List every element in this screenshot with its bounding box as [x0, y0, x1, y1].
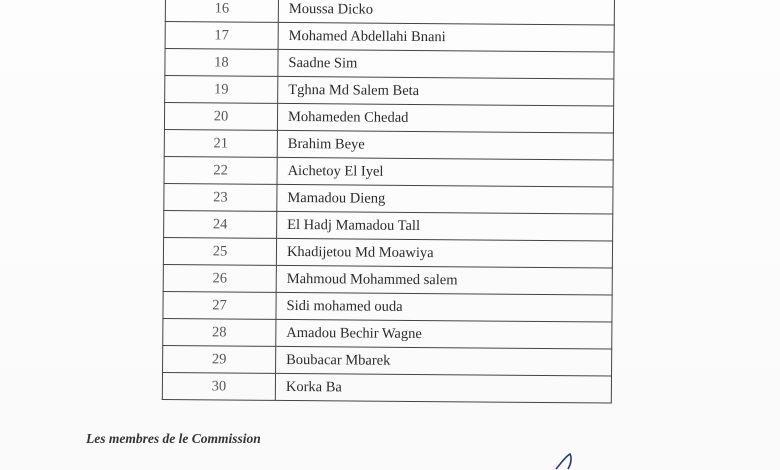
member-name: Khadijetou Md Moawiya	[276, 238, 612, 268]
table-row	[163, 264, 612, 295]
table-row	[163, 318, 612, 349]
row-number: 29	[163, 345, 276, 373]
member-name: Boubacar Mbarek	[276, 346, 612, 376]
row-number: 17	[165, 22, 278, 50]
member-name: Mahmoud Mohammed salem	[276, 265, 612, 295]
row-number: 26	[163, 264, 276, 292]
member-name: Mohamed Abdellahi Bnani	[278, 22, 614, 52]
member-name: Tghna Md Salem Beta	[278, 76, 614, 106]
table-row	[164, 183, 613, 214]
row-number: 16	[165, 0, 278, 22]
members-table	[162, 0, 615, 404]
table-row	[163, 345, 612, 376]
row-number: 23	[164, 183, 277, 211]
row-number: 18	[165, 49, 278, 77]
member-name: Moussa Dicko	[278, 0, 614, 25]
row-number: 22	[164, 156, 277, 184]
member-name: Aichetoy El Iyel	[277, 157, 613, 187]
member-name: Korka Ba	[275, 373, 611, 403]
table-row	[162, 372, 611, 403]
members-table-wrapper	[162, 0, 615, 404]
table-row	[165, 76, 614, 107]
member-name: El Hadj Mamadou Tall	[277, 211, 613, 241]
row-number: 24	[164, 210, 277, 238]
row-number: 25	[163, 237, 276, 265]
row-number: 30	[162, 372, 275, 400]
member-name: Sidi mohamed ouda	[276, 292, 612, 322]
row-number: 27	[163, 291, 276, 319]
signature-mark	[552, 452, 582, 470]
table-row	[164, 129, 613, 160]
table-row	[165, 22, 614, 53]
table-row	[163, 237, 612, 268]
members-table-body	[162, 0, 614, 403]
table-row	[164, 156, 613, 187]
row-number: 28	[163, 318, 276, 346]
row-number: 19	[165, 76, 278, 104]
commission-members-label: Les membres de le Commission	[86, 431, 261, 446]
member-name: Brahim Beye	[277, 130, 613, 160]
table-row	[164, 210, 613, 241]
row-number: 21	[164, 129, 277, 157]
member-name: Mohameden Chedad	[277, 103, 613, 133]
row-number: 20	[164, 103, 277, 131]
table-row	[165, 49, 614, 80]
member-name: Mamadou Dieng	[277, 184, 613, 214]
table-row	[163, 291, 612, 322]
member-name: Saadne Sim	[278, 49, 614, 79]
member-name: Amadou Bechir Wagne	[276, 319, 612, 349]
table-row	[164, 103, 613, 134]
